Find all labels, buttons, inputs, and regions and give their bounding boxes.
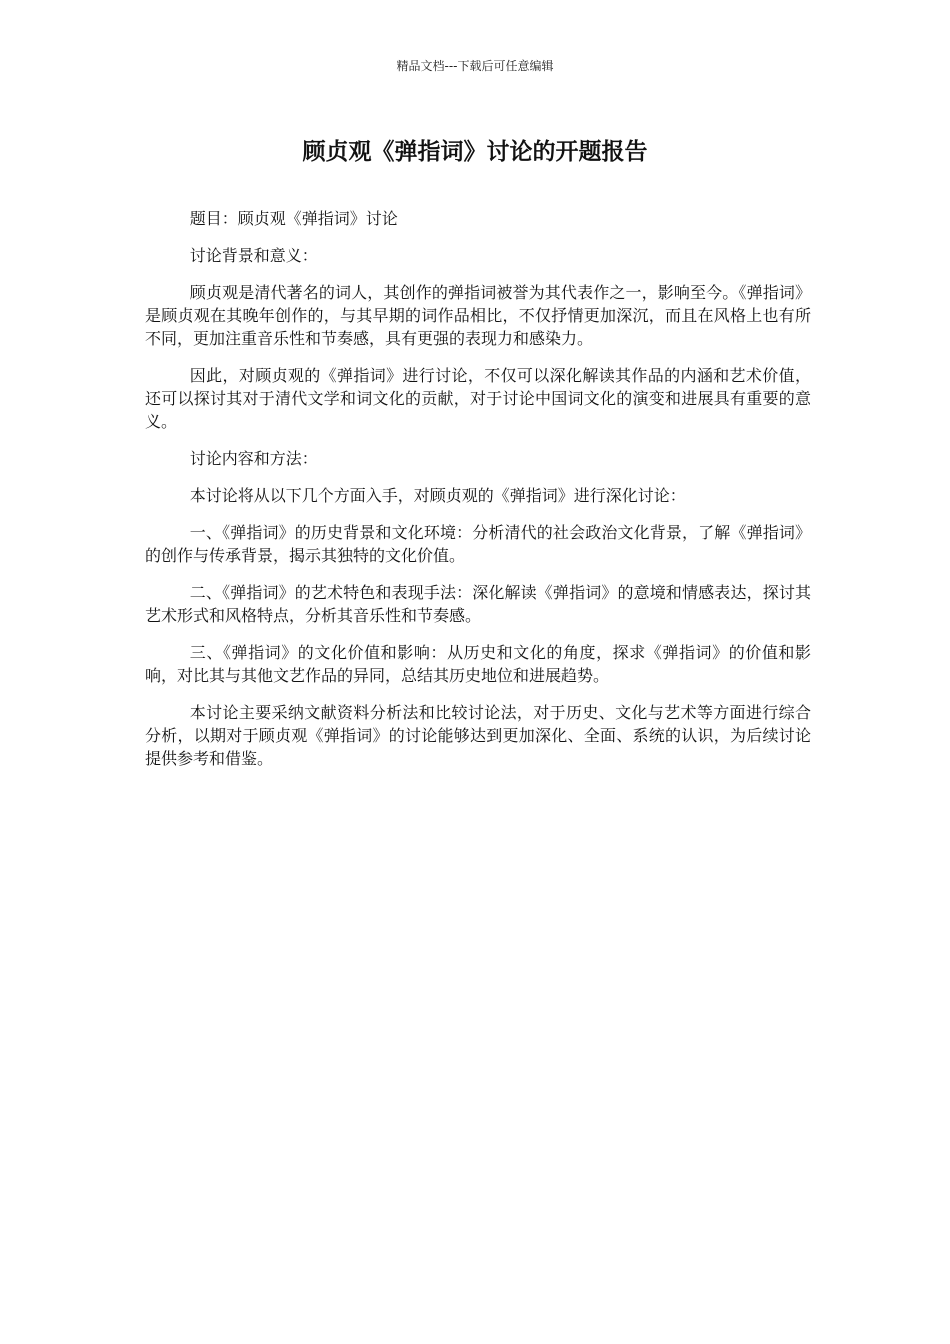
paragraph-background-1: 顾贞观是清代著名的词人，其创作的弹指词被誉为其代表作之一，影响至今。《弹指词》是顾贞观在其晚年创作的，与其早期的词作品相比，不仅抒情更加深沉，而且在风格上也有所不同，更加注重音乐性和节奏感，具有更强的表现力和感染力。 [145, 283, 811, 348]
paragraph-method-heading: 讨论内容和方法： [189, 449, 318, 468]
paragraph-point-1: 一、《弹指词》的历史背景和文化环境：分析清代的社会政治文化背景，了解《弹指词》的创作与传承背景，揭示其独特的文化价值。 [145, 523, 811, 565]
page-header: 精品文档---下载后可任意编辑 [396, 59, 554, 73]
paragraph-background-2: 因此，对顾贞观的《弹指词》进行讨论，不仅可以深化解读其作品的内涵和艺术价值，还可以探讨其对于清代文学和词文化的贡献，对于讨论中国词文化的演变和进展具有重要的意义。 [145, 366, 811, 431]
paragraph-method-intro: 本讨论将从以下几个方面入手，对顾贞观的《弹指词》进行深化讨论： [189, 486, 686, 505]
paragraph-background-heading: 讨论背景和意义： [189, 246, 318, 265]
document-title: 顾贞观《弹指词》讨论的开题报告 [302, 139, 648, 165]
paragraph-point-2: 二、《弹指词》的艺术特色和表现手法：深化解读《弹指词》的意境和情感表达，探讨其艺术形式和风格特点，分析其音乐性和节奏感。 [145, 583, 811, 625]
document-body [145, 207, 811, 784]
paragraph-method-summary: 本讨论主要采纳文献资料分析法和比较讨论法，对于历史、文化与艺术等方面进行综合分析，以期对于顾贞观《弹指词》的讨论能够达到更加深化、全面、系统的认识，为后续讨论提供参考和借鉴。 [145, 703, 811, 768]
paragraph-point-3: 三、《弹指词》的文化价值和影响：从历史和文化的角度，探求《弹指词》的价值和影响，对比其与其他文艺作品的异同，总结其历史地位和进展趋势。 [145, 643, 811, 685]
paragraph-topic: 题目：顾贞观《弹指词》讨论 [189, 209, 398, 228]
